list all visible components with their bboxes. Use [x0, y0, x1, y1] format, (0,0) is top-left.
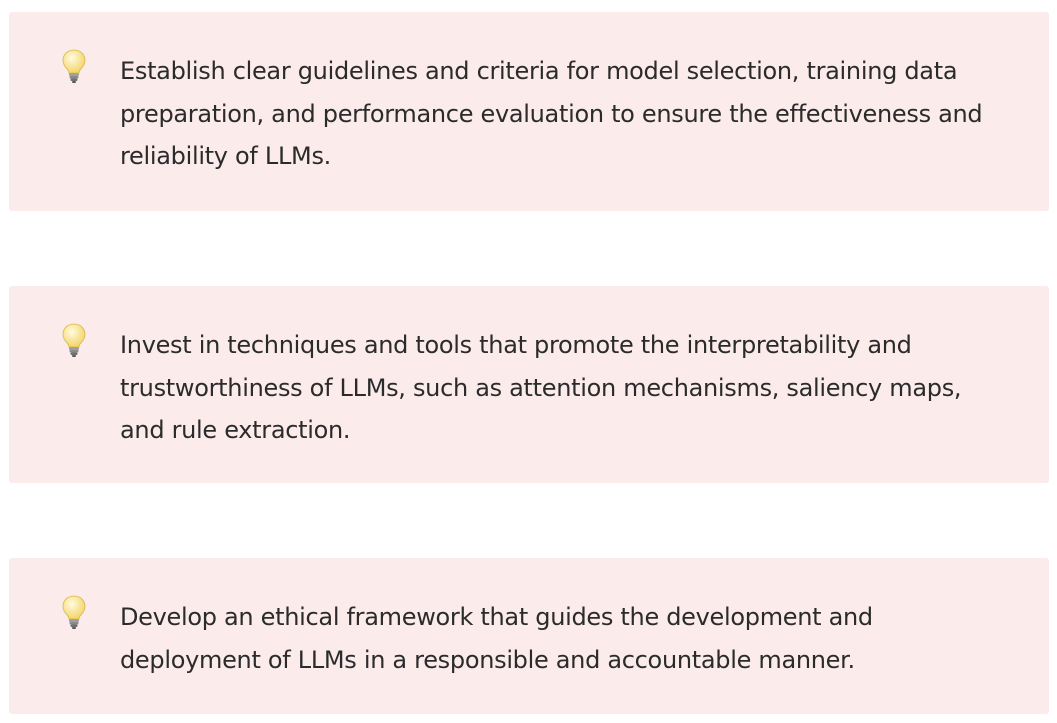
callout-block [9, 286, 1049, 483]
lightbulb-icon [61, 48, 87, 84]
callout-block [9, 12, 1049, 211]
callout-text: Invest in techniques and tools that promote the interpretability and trustworthiness of LLMs, such as attention mechanisms, saliency maps, and rule extraction. [120, 331, 962, 444]
callout-text: Establish clear guidelines and criteria for model selection, training data preparation, and performance evaluation to ensure the effectiveness and reliability of LLMs. [120, 57, 983, 170]
callout-block [9, 558, 1049, 714]
callout-text: Develop an ethical framework that guides the development and deployment of LLMs in a responsible and accountable manner. [120, 603, 873, 674]
lightbulb-icon [61, 594, 87, 630]
lightbulb-icon [61, 322, 87, 358]
